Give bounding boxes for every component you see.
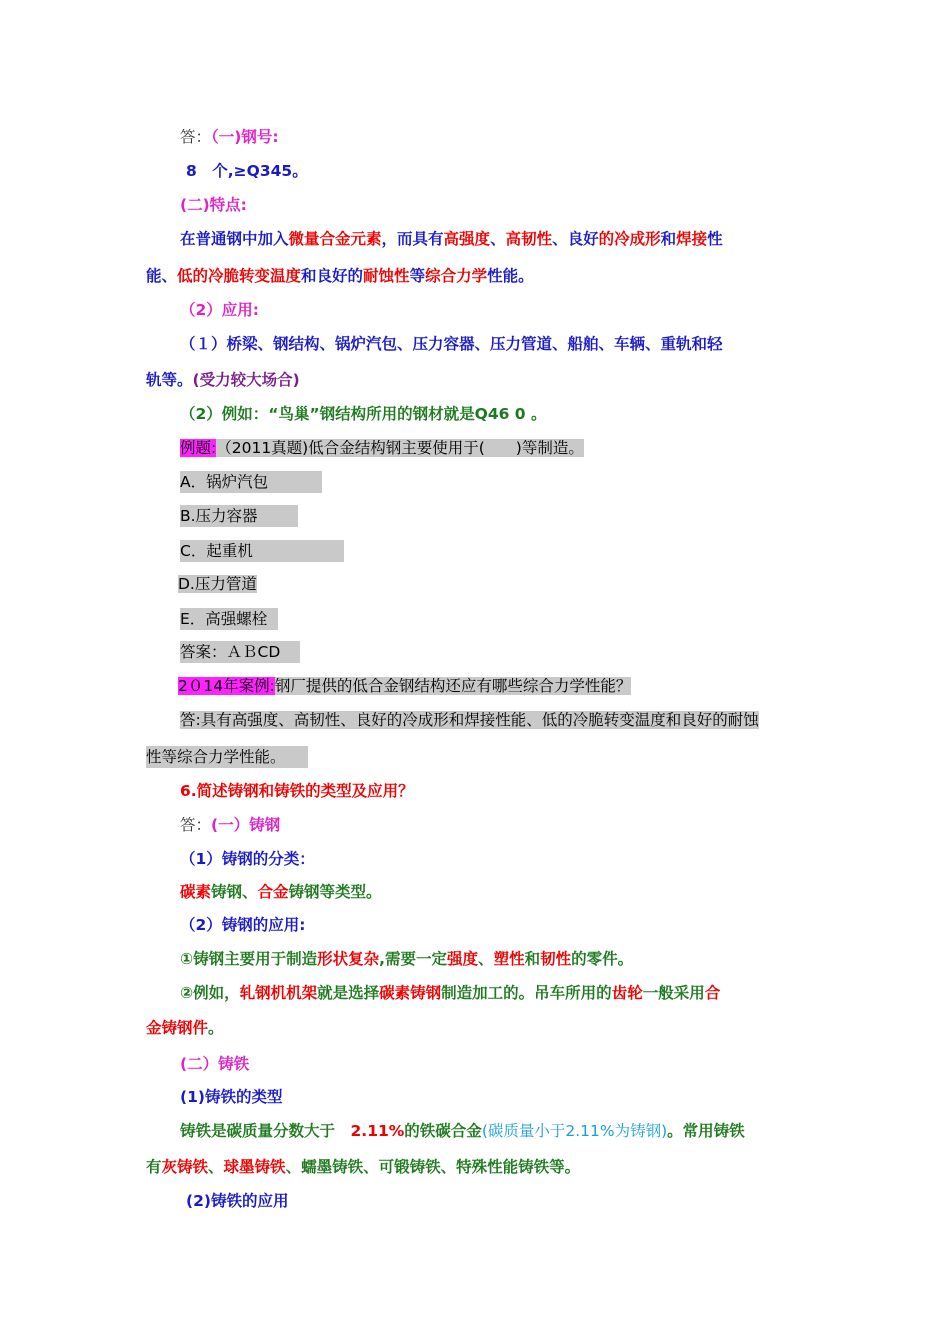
cast-steel-example-line-2: 金铸钢件。 bbox=[146, 1019, 224, 1037]
example-question-line: 例题:（2011真题)低合金结构钢主要使用于( )等制造。 bbox=[180, 439, 584, 457]
cast-iron-application-heading: (2)铸铁的应用 bbox=[186, 1192, 289, 1210]
answer-cast-steel-heading: 答：(一）铸钢 bbox=[180, 816, 281, 834]
cast-iron-heading: (二）铸铁 bbox=[180, 1055, 250, 1073]
cast-iron-definition-line-1: 铸铁是碳质量分数大于 2.11%的铁碳合金(碳质量小于2.11%为铸钢)。常用铸铁 bbox=[180, 1122, 745, 1140]
section-heading-features: (二)特点: bbox=[180, 196, 247, 214]
option-c: C．起重机 bbox=[180, 540, 344, 562]
case-2014-line: 2０14年案例:钢厂提供的低合金钢结构还应有哪些综合力学性能？ bbox=[178, 677, 632, 695]
cast-steel-application-line-1: ①铸钢主要用于制造形状复杂,需要一定强度、塑性和韧性的零件。 bbox=[180, 950, 634, 968]
features-paragraph-line-1: 在普通钢中加入微量合金元素，而具有高强度、高韧性、良好的冷成形和焊接性 bbox=[180, 230, 723, 248]
answer-line: 答：（一)钢号: bbox=[180, 128, 279, 146]
example-bird-nest-line: （2）例如：“鸟巢”钢结构所用的钢材就是Q46 0 。 bbox=[180, 405, 547, 423]
cast-steel-classification-heading: （1）铸钢的分类： bbox=[180, 850, 315, 868]
application-paragraph-line-2: 轨等。(受力较大场合) bbox=[146, 371, 300, 389]
option-a: A．锅炉汽包 bbox=[180, 471, 322, 493]
case-answer-line-1: 答:具有高强度、高韧性、良好的冷成形和焊接性能、低的冷脆转变温度和良好的耐蚀 bbox=[180, 711, 759, 729]
cast-steel-application-heading: （2）铸钢的应用: bbox=[180, 916, 306, 934]
features-paragraph-line-2: 能、低的冷脆转变温度和良好的耐蚀性等综合力学性能。 bbox=[146, 267, 534, 285]
cast-steel-example-line-1: ②例如，轧钢机机架就是选择碳素铸钢制造加工的。吊车所用的齿轮一般采用合 bbox=[180, 984, 721, 1002]
case-answer-line-2: 性等综合力学性能。 bbox=[146, 746, 308, 768]
cast-iron-types-heading: (1)铸铁的类型 bbox=[180, 1088, 283, 1106]
option-e: E．高强螺栓 bbox=[180, 608, 278, 630]
question-6-title: 6.简述铸钢和铸铁的类型及应用？ bbox=[180, 782, 414, 800]
cast-steel-types-line: 碳素铸钢、合金铸钢等类型。 bbox=[180, 883, 382, 901]
section-heading-application: （2）应用: bbox=[180, 301, 259, 319]
application-paragraph-line-1: （１）桥梁、钢结构、锅炉汽包、压力容器、压力管道、船舶、车辆、重轨和轻 bbox=[180, 335, 723, 353]
option-b: B.压力容器 bbox=[180, 505, 298, 527]
cast-iron-definition-line-2: 有灰铸铁、球墨铸铁、蠕墨铸铁、可锻铸铁、特殊性能铸铁等。 bbox=[146, 1158, 581, 1176]
steel-grade-line: 8 个,≥Q345。 bbox=[186, 162, 308, 180]
answer-key-line: 答案：ＡＢCD bbox=[180, 641, 300, 663]
option-d: D.压力管道 bbox=[178, 575, 257, 593]
